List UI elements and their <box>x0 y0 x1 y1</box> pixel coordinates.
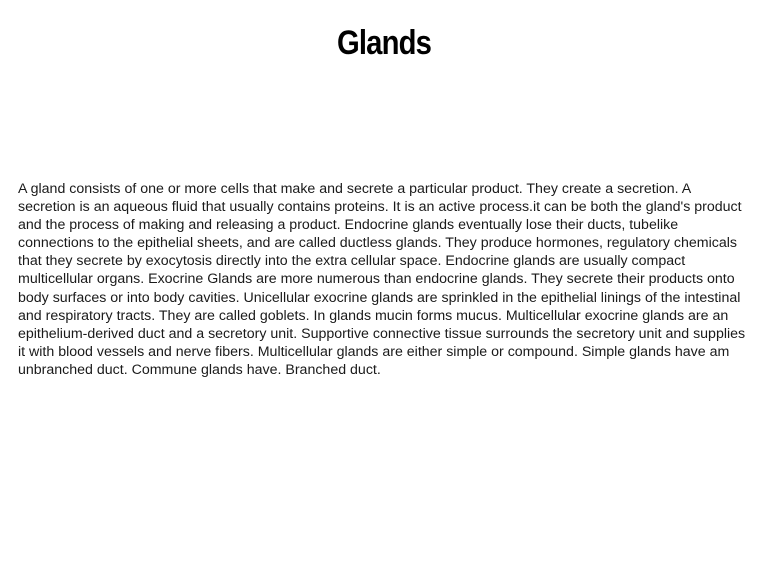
slide-body-text: A gland consists of one or more cells that make and secrete a particular product. They create a secretion. A secretion is an aqueous fluid that usually contains proteins. It is an active process.it can be both the gland's product and the process of making and releasing a product. Endocrine glands eventually lose their ducts, tubelike connections to the epithelial sheets, and are called ductless glands. They produce hormones, regulatory chemicals that they secrete by exocytosis directly into the extra cellular space. Endocrine glands are usually compact multicellular organs. Exocrine Glands are more numerous than endocrine glands. They secrete their products onto body surfaces or into body cavities. Unicellular exocrine glands are sprinkled in the epithelial linings of the intestinal and respiratory tracts. They are called goblets. In glands mucin forms mucus. Multicellular exocrine glands are an epithelium-derived duct and a secretory unit. Supportive connective tissue surrounds the secretory unit and supplies it with blood vessels and nerve fibers. Multicellular glands are either simple or compound. Simple glands have am unbranched duct. Commune glands have. Branched duct. <box>18 181 746 378</box>
slide-title: Glands <box>337 24 431 62</box>
